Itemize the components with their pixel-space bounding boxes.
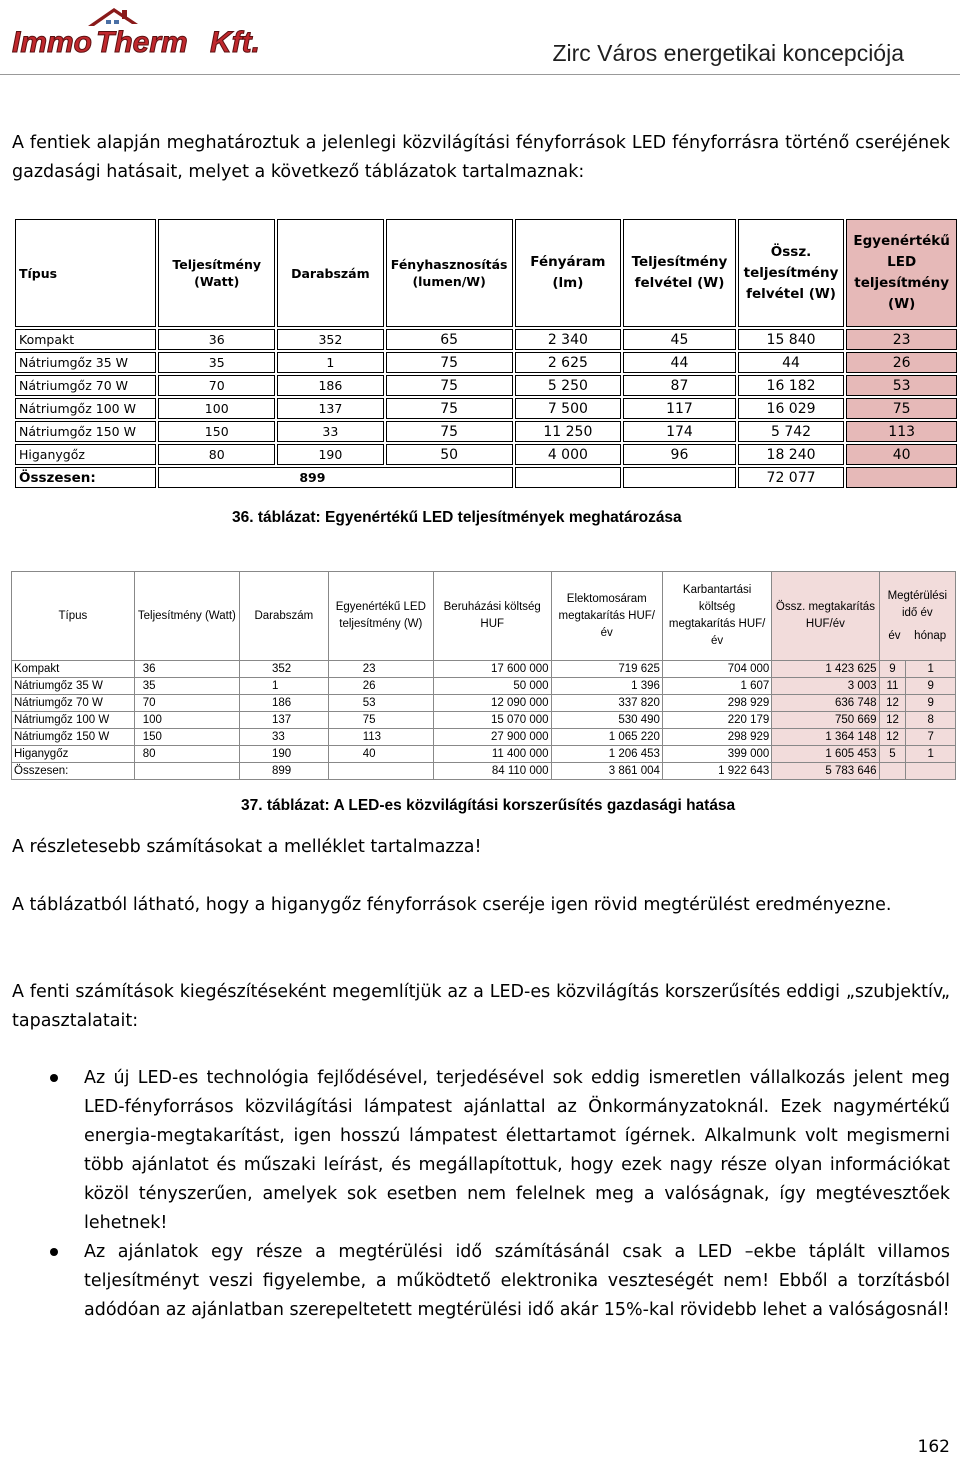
table-cell: 2 625 (515, 352, 622, 373)
row-label: Nátriumgőz 35 W (12, 678, 135, 695)
table-cell: 36 (158, 329, 275, 350)
table-cell: 186 (277, 375, 384, 396)
table-cell: 65 (386, 329, 513, 350)
table-header-row (15, 219, 957, 327)
col-header: Teljesítmény (Watt) (158, 219, 275, 327)
table-cell: 150 (134, 729, 239, 746)
table-cell: 75 (386, 398, 513, 419)
table-cell: 96 (623, 444, 736, 465)
col-header-payback (879, 572, 955, 661)
col-header: Egyenértékű LED teljesítmény (W) (328, 572, 433, 661)
col-header: Darabszám (277, 219, 384, 327)
table-cell: 8 (906, 712, 956, 729)
header-divider (0, 74, 960, 75)
table-cell: 298 929 (662, 729, 771, 746)
table-cell: 70 (158, 375, 275, 396)
col-header: Össz. teljesítmény felvétel (W) (738, 219, 845, 327)
total-row (15, 467, 957, 488)
table-cell: 1 (239, 678, 328, 695)
table-cell: 17 600 000 (433, 661, 551, 678)
col-header: Teljesítmény (Watt) (134, 572, 239, 661)
col-header: Típus (12, 572, 135, 661)
empty-cell (623, 467, 736, 488)
table-cell: 100 (158, 398, 275, 419)
table-header-row (12, 572, 956, 661)
table-cell: 190 (277, 444, 384, 465)
table-cell: 399 000 (662, 746, 771, 763)
table-cell: 44 (738, 352, 845, 373)
table-cell: 40 (846, 444, 957, 465)
row-label: Higanygőz (15, 444, 156, 465)
col-header: Teljesítmény felvétel (W) (623, 219, 736, 327)
row-label: Nátriumgőz 150 W (15, 421, 156, 442)
col-header: Fényáram (lm) (515, 219, 622, 327)
table-cell: 5 (879, 746, 906, 763)
page-number: 162 (917, 1437, 950, 1457)
table-cell: 84 110 000 (433, 763, 551, 780)
table-cell: 12 (879, 695, 906, 712)
logo-text: Immo (12, 26, 93, 59)
total-row (12, 763, 956, 780)
table-cell: 137 (277, 398, 384, 419)
col-header: Típus (15, 219, 156, 327)
table-row (12, 661, 956, 678)
table-cell: 23 (846, 329, 957, 350)
table-cell: 72 077 (738, 467, 845, 488)
table-cell: 3 003 (772, 678, 879, 695)
table-cell: 75 (386, 375, 513, 396)
row-label: Kompakt (12, 661, 135, 678)
table-cell: 26 (328, 678, 433, 695)
table-cell: 5 250 (515, 375, 622, 396)
table-cell: 80 (158, 444, 275, 465)
payback-title: Megtérülési idő év (887, 589, 948, 619)
table-cell: Összesen: (15, 467, 156, 488)
table-cell: 137 (239, 712, 328, 729)
table-cell: 9 (879, 661, 906, 678)
table-cell: 9 (906, 695, 956, 712)
table-cell: 1 607 (662, 678, 771, 695)
table-cell: 5 742 (738, 421, 845, 442)
table-cell: 150 (158, 421, 275, 442)
table-cell: 27 900 000 (433, 729, 551, 746)
table-cell: 1 364 148 (772, 729, 879, 746)
table-cell: 15 070 000 (433, 712, 551, 729)
table-cell: 352 (239, 661, 328, 678)
table-cell: 70 (134, 695, 239, 712)
table-cell: 11 400 000 (433, 746, 551, 763)
table-cell: 190 (239, 746, 328, 763)
table-cell: 35 (134, 678, 239, 695)
table-row (12, 746, 956, 763)
table-cell: 1 (906, 746, 956, 763)
paragraph-details: A részletesebb számításokat a melléklet tartalmazza! (12, 837, 482, 857)
table-cell: 1 206 453 (551, 746, 662, 763)
table-cell: 53 (846, 375, 957, 396)
bullet-icon (50, 1074, 58, 1082)
table-cell: 704 000 (662, 661, 771, 678)
table-cell: 1 605 453 (772, 746, 879, 763)
row-label: Kompakt (15, 329, 156, 350)
table-cell: 113 (846, 421, 957, 442)
table-cell: 719 625 (551, 661, 662, 678)
table-cell: 35 (158, 352, 275, 373)
row-label: Nátriumgőz 70 W (12, 695, 135, 712)
table-cell: 636 748 (772, 695, 879, 712)
table1-caption: 36. táblázat: Egyenértékű LED teljesítmények meghatározása (232, 509, 682, 526)
table-cell: 12 (879, 729, 906, 746)
col-header: Darabszám (239, 572, 328, 661)
logo-graphic (10, 6, 280, 60)
table-row (15, 375, 957, 396)
col-header: Elektomosáram megtakarítás HUF/év (551, 572, 662, 661)
list-item: Az ajánlatok egy része a megtérülési idő számításánál csak a LED –ekbe táplált villamos teljesítményt veszi figyelembe, a működtető elektronika veszteségét nem! Ebből a torzításból adódóan az ajánlatban szerepeltetett megtérülési idő akár 15%-kal rövidebb lehet a valóságosnál! (12, 1238, 950, 1325)
table-cell: 1 922 643 (662, 763, 771, 780)
table-cell: 75 (386, 352, 513, 373)
table-row (15, 352, 957, 373)
table-cell: 80 (134, 746, 239, 763)
table-row (12, 729, 956, 746)
led-equivalent-table (13, 217, 959, 490)
table-cell: 7 500 (515, 398, 622, 419)
table-cell: 298 929 (662, 695, 771, 712)
table-cell: 45 (623, 329, 736, 350)
col-header: Össz. megtakarítás HUF/év (772, 572, 879, 661)
table-cell: 9 (906, 678, 956, 695)
row-label: Nátriumgőz 150 W (12, 729, 135, 746)
table-cell: 4 000 (515, 444, 622, 465)
svg-text:Therm: Therm (96, 26, 188, 59)
table-cell: 100 (134, 712, 239, 729)
table-cell: 1 423 625 (772, 661, 879, 678)
table-row (15, 444, 957, 465)
table-cell: 750 669 (772, 712, 879, 729)
empty-cell (134, 763, 239, 780)
table-row (12, 678, 956, 695)
table-row (12, 695, 956, 712)
table-cell: 50 000 (433, 678, 551, 695)
table-cell: 337 820 (551, 695, 662, 712)
table-cell: 33 (239, 729, 328, 746)
bullet-icon (50, 1248, 58, 1256)
table-cell: 16 029 (738, 398, 845, 419)
table-cell: 75 (386, 421, 513, 442)
table-cell: 352 (277, 329, 384, 350)
table-cell: 11 250 (515, 421, 622, 442)
table-row (12, 712, 956, 729)
subheader-month: hónap (914, 629, 947, 642)
table-cell: Összesen: (12, 763, 135, 780)
table-cell: 23 (328, 661, 433, 678)
table-cell: 117 (623, 398, 736, 419)
empty-cell (906, 763, 956, 780)
table-cell: 3 861 004 (551, 763, 662, 780)
row-label: Nátriumgőz 70 W (15, 375, 156, 396)
row-label: Nátriumgőz 100 W (15, 398, 156, 419)
row-label: Nátriumgőz 35 W (15, 352, 156, 373)
company-logo (10, 6, 280, 60)
subheader-year: év (888, 629, 901, 642)
row-label: Nátriumgőz 100 W (12, 712, 135, 729)
table-cell: 16 182 (738, 375, 845, 396)
table-cell: 899 (158, 467, 512, 488)
col-header: Karbantartási költség megtakarítás HUF/év (662, 572, 771, 661)
table-cell: 36 (134, 661, 239, 678)
empty-cell (328, 763, 433, 780)
table-cell: 11 (879, 678, 906, 695)
table-cell: 75 (846, 398, 957, 419)
table-cell: 5 783 646 (772, 763, 879, 780)
table-cell: 1 (906, 661, 956, 678)
table-cell: 1 (277, 352, 384, 373)
table-cell: 113 (328, 729, 433, 746)
table-row (15, 329, 957, 350)
row-label: Higanygőz (12, 746, 135, 763)
empty-cell (879, 763, 906, 780)
intro-paragraph: A fentiek alapján meghatároztuk a jelenlegi közvilágítási fényforrások LED fényforrásra történő cseréjének gazdasági hatásait, melyet a következő táblázatok tartalmaznak: (12, 133, 950, 182)
table-cell: 50 (386, 444, 513, 465)
svg-text:Kft.: Kft. (210, 26, 260, 59)
table-cell: 15 840 (738, 329, 845, 350)
empty-cell (846, 467, 957, 488)
col-header: Fényhasznosítás (lumen/W) (386, 219, 513, 327)
table-row (15, 398, 957, 419)
table-cell: 7 (906, 729, 956, 746)
paragraph-table-note: A táblázatból látható, hogy a higanygőz fényforrások cseréje igen rövid megtérülést eredményezne. (12, 895, 892, 915)
table-cell: 1 065 220 (551, 729, 662, 746)
table-cell: 220 179 (662, 712, 771, 729)
table-cell: 12 (879, 712, 906, 729)
table2-caption: 37. táblázat: A LED-es közvilágítási korszerűsítés gazdasági hatása (241, 797, 736, 814)
table-cell: 33 (277, 421, 384, 442)
document-title: Zirc Város energetikai koncepciója (552, 40, 904, 66)
table-cell: 53 (328, 695, 433, 712)
table-cell: 2 340 (515, 329, 622, 350)
table-cell: 26 (846, 352, 957, 373)
list-item: Az új LED-es technológia fejlődésével, terjedésével sok eddig ismeretlen vállalkozás jelent meg LED-fényforrásos közvilágítási lámpatest ajánlattal az Önkormányzatoknál. Ezek nagymértékű energia-megtakarítást, igen hosszú lámpatest élettartamot ígérnek. Alkalmunk volt megismerni több ajánlatot és műszaki leírást, és megállapítottuk, hogy ezek nagy része olyan információkat közöl tényszerűen, amelyek sok esetben nem felelnek meg a valóságnak, így megtévesztőek lehetnek! (12, 1064, 950, 1238)
col-header: Beruházási költség HUF (433, 572, 551, 661)
col-header: Egyenértékű LED teljesítmény (W) (846, 219, 957, 327)
experience-bullet-list (12, 1064, 950, 1325)
table-cell: 87 (623, 375, 736, 396)
table-cell: 186 (239, 695, 328, 712)
table-cell: 12 090 000 (433, 695, 551, 712)
table-cell: 44 (623, 352, 736, 373)
table-cell: 530 490 (551, 712, 662, 729)
table-cell: 75 (328, 712, 433, 729)
table-cell: 40 (328, 746, 433, 763)
paragraph-experiences: A fenti számítások kiegészítéseként megemlítjük az a LED-es közvilágítás korszerűsítés eddigi „szubjektív„ tapasztalatait: (12, 982, 950, 1031)
table-row (15, 421, 957, 442)
table-cell: 18 240 (738, 444, 845, 465)
economic-impact-table (11, 571, 956, 780)
table-cell: 1 396 (551, 678, 662, 695)
table-cell: 899 (239, 763, 328, 780)
empty-cell (515, 467, 622, 488)
table-cell: 174 (623, 421, 736, 442)
